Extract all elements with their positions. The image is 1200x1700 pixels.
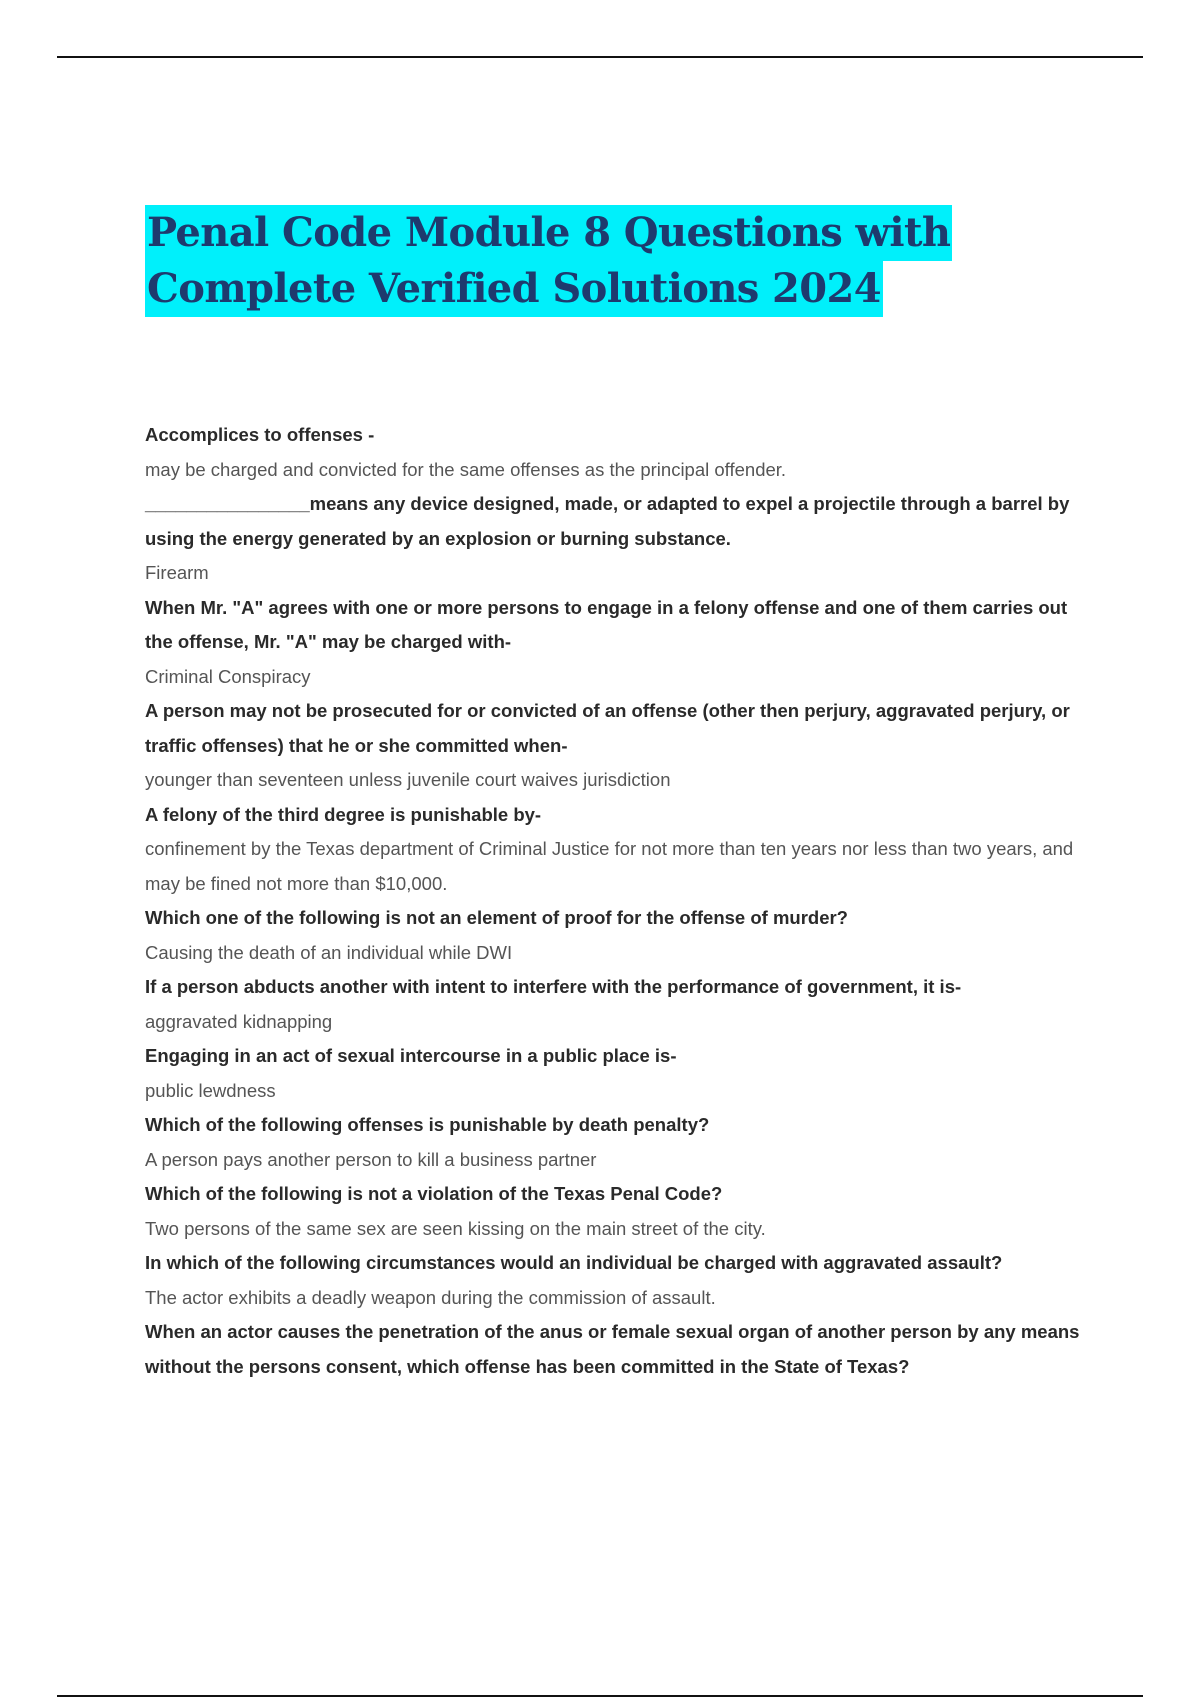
question-3: When Mr. "A" agrees with one or more persons to engage in a felony offense and one of them carries out the offense, Mr. "A" may be charged with- (145, 596, 1068, 652)
qa-list (145, 418, 1085, 1384)
title-line-1: Penal Code Module 8 Questions with (145, 205, 952, 261)
question-4: A person may not be prosecuted for or convicted of an offense (other then perjury, aggravated perjury, or traffic offenses) that he or she committed when- (145, 700, 1070, 756)
question-1: Accomplices to offenses - (145, 424, 375, 445)
answer-11: The actor exhibits a deadly weapon during the commission of assault. (145, 1286, 716, 1308)
bottom-rule (57, 1695, 1143, 1697)
answer-5: confinement by the Texas department of Criminal Justice for not more than ten years nor less than two years, and may be fined not more than $10,000. (145, 838, 1074, 894)
answer-1: may be charged and convicted for the same offenses as the principal offender. (145, 458, 787, 480)
question-7: If a person abducts another with intent to interfere with the performance of government, it is- (145, 976, 962, 997)
document-title (145, 205, 1105, 317)
answer-10: Two persons of the same sex are seen kissing on the main street of the city. (145, 1217, 766, 1239)
question-5: A felony of the third degree is punishable by- (145, 803, 542, 825)
question-11: In which of the following circumstances would an individual be charged with aggravated assault? (145, 1252, 1003, 1273)
answer-3: Criminal Conspiracy (145, 665, 311, 687)
answer-7: aggravated kidnapping (145, 1010, 333, 1032)
answer-8: public lewdness (145, 1079, 276, 1101)
answer-9: A person pays another person to kill a business partner (145, 1148, 597, 1170)
answer-4: younger than seventeen unless juvenile court waives jurisdiction (145, 769, 671, 790)
answer-2: Firearm (145, 562, 209, 583)
question-6: Which one of the following is not an element of proof for the offense of murder? (145, 907, 848, 928)
question-12: When an actor causes the penetration of the anus or female sexual organ of another person by any means without the persons consent, which offense has been committed in the State of Texas? (145, 1321, 1080, 1377)
top-rule (57, 56, 1143, 58)
answer-6: Causing the death of an individual while DWI (145, 941, 513, 963)
question-10: Which of the following is not a violation of the Texas Penal Code? (145, 1183, 723, 1204)
question-8: Engaging in an act of sexual intercourse in a public place is- (145, 1045, 677, 1066)
question-2: ________________means any device designed, made, or adapted to expel a projectile through a barrel by using the energy generated by an explosion or burning substance. (145, 493, 1070, 549)
question-9: Which of the following offenses is punishable by death penalty? (145, 1114, 710, 1135)
title-line-2: Complete Verified Solutions 2024 (145, 261, 883, 317)
